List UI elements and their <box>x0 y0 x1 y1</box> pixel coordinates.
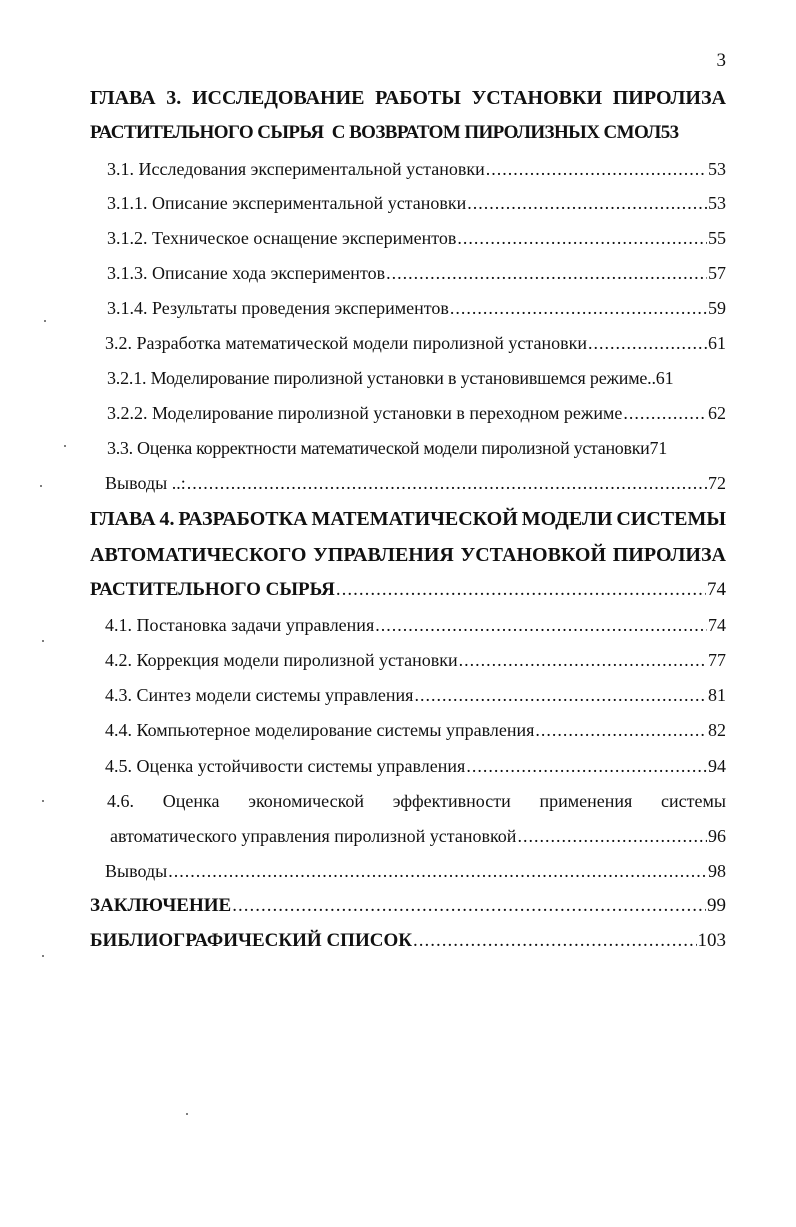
toc-entry-chapter3[interactable] <box>90 118 726 148</box>
entry-page: 62 <box>708 403 726 423</box>
scan-speck <box>42 800 44 802</box>
toc-entry-4-6-line2[interactable] <box>110 821 726 851</box>
entry-title: 3.2. Разработка математической модели пиролизной установки <box>105 333 587 353</box>
entry-page: 82 <box>708 720 726 740</box>
entry-page: 53 <box>660 122 679 143</box>
entry-word: применения <box>539 791 633 811</box>
leader-dots <box>588 328 707 358</box>
entry-word: системы <box>661 791 726 811</box>
page-number: 3 <box>716 50 726 71</box>
toc-entry-conclusion[interactable] <box>90 891 726 921</box>
entry-title: ЗАКЛЮЧЕНИЕ <box>90 895 232 916</box>
scan-speck <box>186 1113 188 1115</box>
entry-page: 77 <box>708 650 726 670</box>
leader-dots <box>457 223 707 253</box>
entry-word: Оценка <box>162 791 220 811</box>
toc-entry[interactable] <box>107 398 726 428</box>
entry-title: автоматического управления пиролизной установкой <box>110 826 517 846</box>
leader-dots <box>459 645 707 675</box>
leader-dots <box>486 154 707 184</box>
entry-page: 81 <box>708 685 726 705</box>
leader-dots <box>386 258 707 288</box>
scan-speck <box>42 640 44 642</box>
entry-page: 59 <box>708 298 726 318</box>
entry-word: эффективности <box>392 791 511 811</box>
toc-entry[interactable] <box>105 751 726 781</box>
entry-page: 94 <box>708 756 726 776</box>
entry-title: 3.1.1. Описание экспериментальной установки <box>107 193 467 213</box>
chapter3-title-word: РАБОТЫ <box>375 87 461 109</box>
scan-speck <box>64 445 66 447</box>
toc-entry[interactable] <box>107 293 726 323</box>
leader-dots <box>414 680 707 710</box>
entry-title: Выводы <box>105 861 168 881</box>
entry-page: 55 <box>708 228 726 248</box>
toc-entry[interactable] <box>105 680 726 710</box>
entry-word: экономической <box>248 791 365 811</box>
toc-entry-bibliography[interactable] <box>90 926 726 956</box>
scan-speck <box>40 485 42 487</box>
entry-page: 98 <box>708 861 726 881</box>
chapter3-title-word: ИССЛЕДОВАНИЕ <box>191 87 365 109</box>
entry-title: 4.1. Постановка задачи управления <box>105 615 375 635</box>
entry-title: 4.3. Синтез модели системы управления <box>105 685 414 705</box>
leader-dots <box>467 188 707 218</box>
entry-word: 4.6. <box>107 791 134 811</box>
leader-dots <box>375 610 707 640</box>
chapter4-title-word: УПРАВЛЕНИЯ <box>313 544 454 566</box>
entry-title: Выводы ..: <box>105 473 186 493</box>
chapter4-title-word: МАТЕМАТИЧЕСКОЙ <box>311 508 518 530</box>
entry-title: 4.5. Оценка устойчивости системы управления <box>105 756 466 776</box>
leader-dots <box>336 575 706 605</box>
chapter4-title-word: 4. <box>159 508 175 530</box>
scan-speck <box>44 320 46 322</box>
leader-dots <box>517 821 707 851</box>
leader-dots <box>623 398 707 428</box>
leader-dots <box>168 856 707 886</box>
chapter3-title-word: ГЛАВА <box>90 87 156 109</box>
entry-title: 3.1.4. Результаты проведения экспериментов <box>107 298 449 318</box>
leader-dots <box>413 926 696 956</box>
chapter4-title-word: МОДЕЛИ <box>521 508 613 530</box>
chapter3-title-line1 <box>90 83 726 113</box>
toc-entry[interactable] <box>107 154 726 184</box>
entry-page: 53 <box>708 193 726 213</box>
entry-page: 74 <box>708 615 726 635</box>
chapter4-title-word: АВТОМАТИЧЕСКОГО <box>90 544 307 566</box>
chapter4-title-word: УСТАНОВКОЙ <box>460 544 607 566</box>
leader-dots <box>232 891 706 921</box>
entry-title: БИБЛИОГРАФИЧЕСКИЙ СПИСОК <box>90 930 413 951</box>
entry-page: 53 <box>708 159 726 179</box>
entry-title: 3.1. Исследования экспериментальной установки <box>107 159 485 179</box>
toc-entry[interactable] <box>105 715 726 745</box>
entry-page: 61 <box>708 333 726 353</box>
chapter3-title-word: ПИРОЛИЗА <box>612 87 726 109</box>
toc-entry[interactable] <box>105 328 726 358</box>
chapter4-title-word: ГЛАВА <box>90 508 156 530</box>
leader-dots <box>187 468 707 498</box>
toc-entry[interactable] <box>107 188 726 218</box>
entry-page: 71 <box>649 438 667 458</box>
leader-dots <box>450 293 707 323</box>
toc-entry[interactable] <box>107 223 726 253</box>
entry-page: 57 <box>708 263 726 283</box>
entry-title: 4.2. Коррекция модели пиролизной установки <box>105 650 458 670</box>
toc-entry[interactable] <box>105 645 726 675</box>
entry-page: 96 <box>708 826 726 846</box>
entry-title: 3.3. Оценка корректности математической модели пиролизной установки <box>107 438 650 458</box>
toc-entry-4-6-line1[interactable] <box>107 786 726 816</box>
entry-page: 61 <box>655 368 674 388</box>
entry-page: 74 <box>707 579 726 600</box>
toc-entry[interactable] <box>107 258 726 288</box>
entry-title: 3.1.2. Техническое оснащение экспериментов <box>107 228 457 248</box>
entry-page: 99 <box>707 895 726 916</box>
entry-title: 4.4. Компьютерное моделирование системы управления <box>105 720 535 740</box>
leader-dots <box>466 751 707 781</box>
entry-title: 3.2.1. Моделирование пиролизной установки в установившемся режиме.. <box>107 368 656 388</box>
entry-page: 103 <box>697 930 726 951</box>
chapter4-title-word: ПИРОЛИЗА <box>612 544 726 566</box>
chapter4-title-line1 <box>90 504 726 534</box>
entry-title: 3.2.2. Моделирование пиролизной установки в переходном режиме <box>107 403 623 423</box>
chapter4-title-word: РАЗРАБОТКА <box>178 508 308 530</box>
chapter3-title-line2: РАСТИТЕЛЬНОГО СЫРЬЯ С ВОЗВРАТОМ ПИРОЛИЗНЫХ СМОЛ <box>90 122 661 143</box>
toc-entry[interactable] <box>105 610 726 640</box>
toc-entry[interactable] <box>107 433 726 463</box>
chapter4-title-word: СИСТЕМЫ <box>616 508 726 530</box>
leader-dots <box>535 715 707 745</box>
toc-entry-chapter4[interactable] <box>90 575 726 605</box>
chapter3-title-word: УСТАНОВКИ <box>471 87 603 109</box>
toc-entry[interactable] <box>105 468 726 498</box>
chapter4-title-line2 <box>90 540 726 570</box>
chapter4-title-line3: РАСТИТЕЛЬНОГО СЫРЬЯ <box>90 579 335 600</box>
toc-entry[interactable] <box>105 856 726 886</box>
entry-page: 72 <box>708 473 726 493</box>
entry-title: 3.1.3. Описание хода экспериментов <box>107 263 386 283</box>
toc-entry[interactable] <box>107 363 726 393</box>
chapter3-title-word: 3. <box>166 87 182 109</box>
scan-speck <box>42 955 44 957</box>
